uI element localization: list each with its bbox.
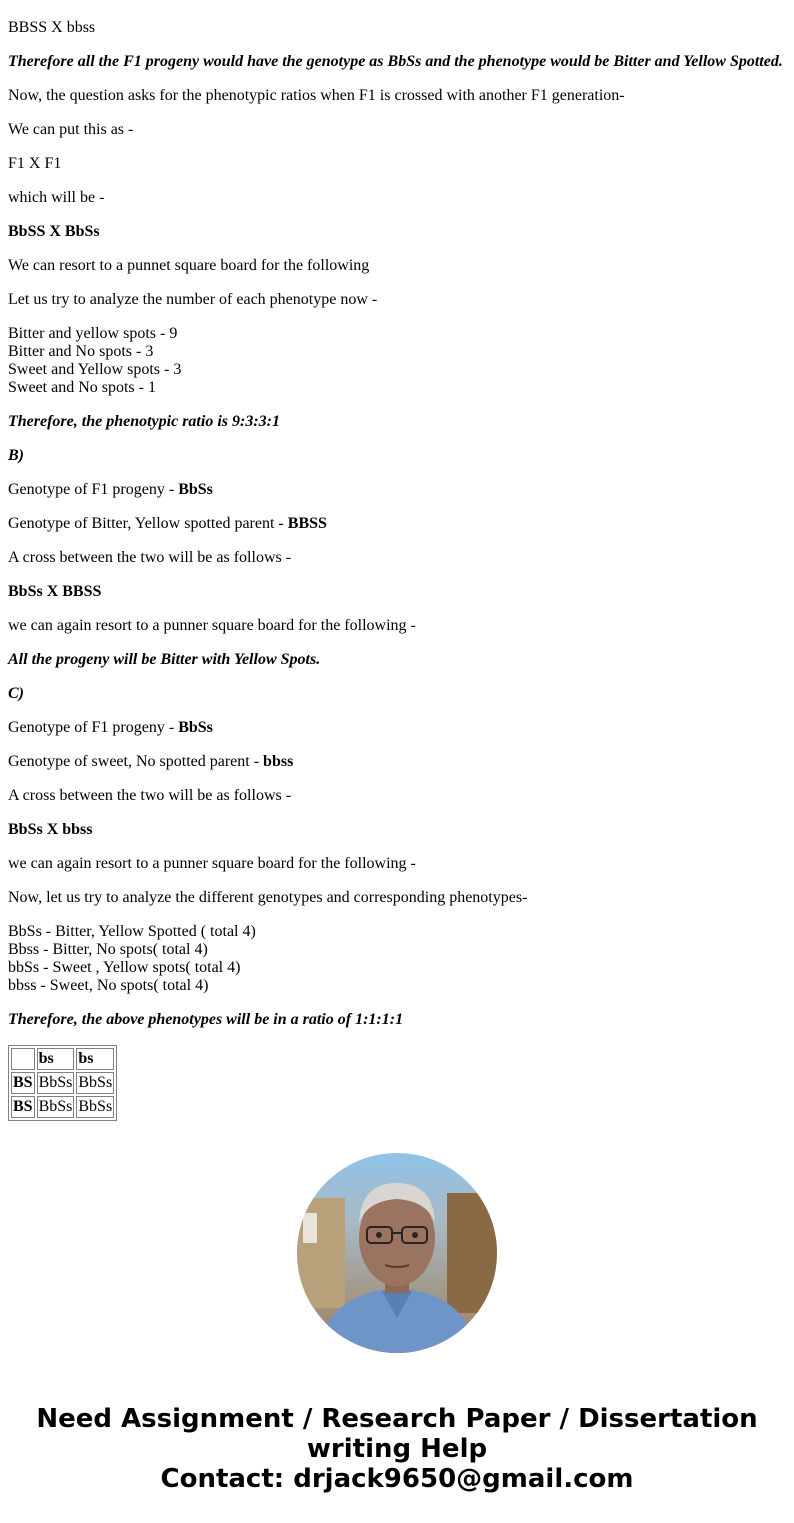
label: Genotype of F1 progeny - <box>8 481 179 498</box>
author-avatar <box>297 1153 497 1353</box>
genotype-item: Bbss - Bitter, No spots( total 4) <box>8 941 208 958</box>
genotype-list <box>8 923 256 995</box>
contact-email[interactable]: Contact: drjack9650@gmail.com <box>160 1464 634 1494</box>
genotype-value: bbss <box>263 753 294 770</box>
column-header: bs <box>76 1048 114 1070</box>
label: Genotype of sweet, No spotted parent - <box>8 753 264 770</box>
part-c-conclusion: Therefore, the above phenotypes will be in a ratio of 1:1:1:1 <box>8 1011 404 1028</box>
genotype-item: bbss - Sweet, No spots( total 4) <box>8 977 209 994</box>
genotype-item: BbSs - Bitter, Yellow Spotted ( total 4) <box>8 923 256 940</box>
row-header: BS <box>11 1096 35 1118</box>
which-will-be-line: which will be - <box>8 189 105 206</box>
label: Genotype of F1 progeny - <box>8 719 179 736</box>
part-c-parent-genotype <box>8 753 293 771</box>
part-c-heading: C) <box>8 685 24 702</box>
part-b-cross: BbSs X BBSS <box>8 583 102 600</box>
genotype-value: BbSs <box>178 719 213 736</box>
table-row <box>11 1072 114 1094</box>
genotype-value: BBSS <box>287 515 327 532</box>
help-banner-line1: Need Assignment / Research Paper / Dissertation <box>36 1404 758 1434</box>
part-b-cross-intro: A cross between the two will be as follows - <box>8 549 292 566</box>
part-c-analyze-line: Now, let us try to analyze the different genotypes and corresponding phenotypes- <box>8 889 528 906</box>
help-banner <box>0 1404 794 1494</box>
avatar-portrait <box>297 1153 497 1353</box>
row-header: BS <box>11 1072 35 1094</box>
part-c-punnet-note: we can again resort to a punner square board for the following - <box>8 855 416 872</box>
table-cell: BbSs <box>37 1072 75 1094</box>
put-as-line: We can put this as - <box>8 121 134 138</box>
punnett-square-table <box>8 1045 117 1121</box>
part-b-punnet-note: we can again resort to a punner square board for the following - <box>8 617 416 634</box>
part-b-parent-genotype <box>8 515 327 533</box>
phenotype-list <box>8 325 181 397</box>
phenotype-item: Sweet and No spots - 1 <box>8 379 156 396</box>
part-b-heading: B) <box>8 447 24 464</box>
part-c-cross-intro: A cross between the two will be as follows - <box>8 787 292 804</box>
genotype-item: bbSs - Sweet , Yellow spots( total 4) <box>8 959 241 976</box>
table-cell: BbSs <box>76 1072 114 1094</box>
table-cell: BbSs <box>76 1096 114 1118</box>
f1-conclusion: Therefore all the F1 progeny would have the genotype as BbSs and the phenotype would be Bitter and Yellow Spotted. <box>8 53 783 70</box>
table-cell: BbSs <box>37 1096 75 1118</box>
table-header-row <box>11 1048 114 1070</box>
help-banner-line2: writing Help <box>306 1434 488 1464</box>
table-row <box>11 1096 114 1118</box>
part-b-f1-genotype <box>8 481 213 499</box>
f1xf1-line: F1 X F1 <box>8 155 62 172</box>
column-header: bs <box>37 1048 75 1070</box>
punnet-note-a: We can resort to a punnet square board for the following <box>8 257 370 274</box>
question-line: Now, the question asks for the phenotypic ratios when F1 is crossed with another F1 generation- <box>8 87 625 104</box>
part-c-cross: BbSs X bbss <box>8 821 93 838</box>
cross-parents-line: BBSS X bbss <box>8 19 96 36</box>
part-c-f1-genotype <box>8 719 213 737</box>
table-corner-cell <box>11 1048 35 1070</box>
phenotype-item: Sweet and Yellow spots - 3 <box>8 361 182 378</box>
phenotype-item: Bitter and No spots - 3 <box>8 343 154 360</box>
label: Genotype of Bitter, Yellow spotted parent - <box>8 515 288 532</box>
analyze-line-a: Let us try to analyze the number of each phenotype now - <box>8 291 378 308</box>
genotype-value: BbSs <box>178 481 213 498</box>
part-b-conclusion: All the progeny will be Bitter with Yellow Spots. <box>8 651 321 668</box>
phenotype-item: Bitter and yellow spots - 9 <box>8 325 178 342</box>
f1-cross-line: BbSS X BbSs <box>8 223 100 240</box>
ratio-conclusion: Therefore, the phenotypic ratio is 9:3:3:1 <box>8 413 280 430</box>
